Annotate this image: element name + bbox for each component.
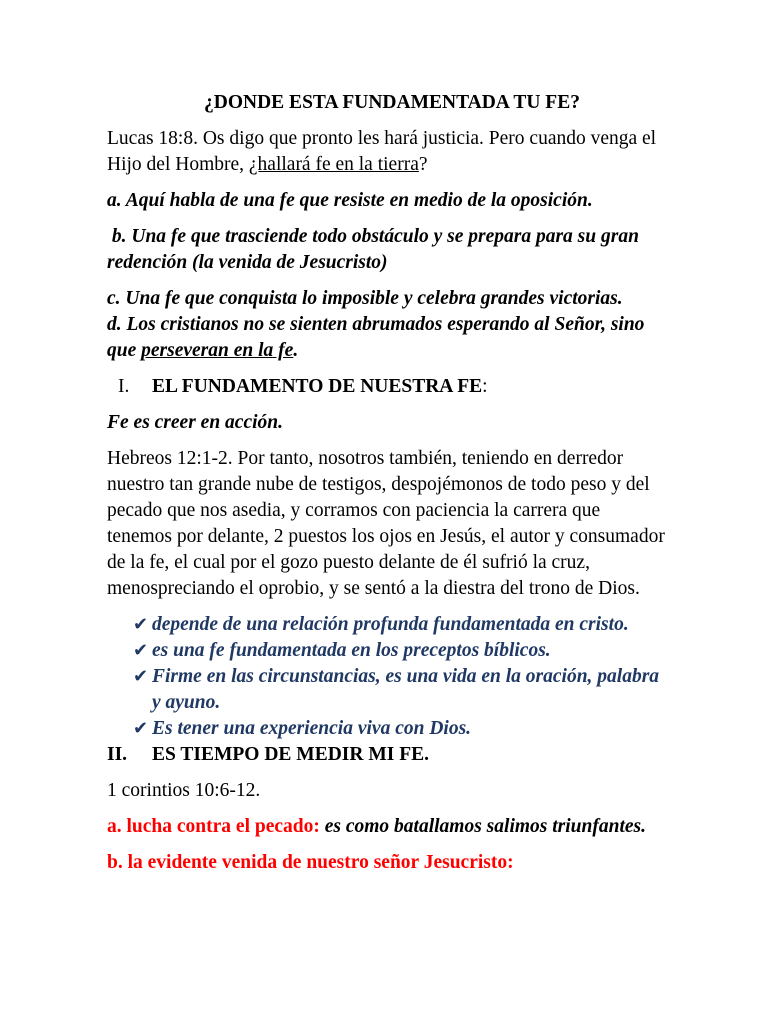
page-title: ¿DONDE ESTA FUNDAMENTADA TU FE? [204,92,580,113]
check-icon: ✔ [133,666,149,687]
section-1-colon: : [482,376,488,397]
intro-text: Lucas 18:8. Os digo que pronto les hará justicia. Pero cuando venga el Hijo del Hombre, [107,128,657,175]
point-d-end: . [293,340,299,361]
checklist-item-text: depende de una relación profunda fundamentada en cristo. [152,614,629,635]
checklist-item-text: Firme en las circunstancias, es una vida en la oración, palabra y ayuno. [152,666,660,713]
item-a-label: a. lucha contra el pecado: [107,816,320,837]
checklist-item [133,638,667,664]
intro-underlined-text: ¿hallará fe en la tierra [248,154,419,175]
section-1-subtitle: Fe es creer en acción. [107,412,283,433]
section-1-title [152,374,488,400]
document-page [107,90,667,876]
point-d [107,312,667,364]
section-1-verse: Hebreos 12:1-2. Por tanto, nosotros también, teniendo en derredor nuestro tan grande nube de testigos, despojémonos de todo peso y del pecado que nos asedia, y corramos con paciencia la carrera que tenemos por delante, 2 puestos los ojos en Jesús, el autor y consumador de la fe, el cual por el gozo puesto delante de él sufrió la cruz, menospreciando el oprobio, y se sentó a la diestra del trono de Dios. [107,448,665,599]
section-2-item-b [107,850,667,876]
section-2-item-a [107,814,667,840]
checklist-item-text: Es tener una experiencia viva con Dios. [152,718,472,739]
item-b-label: b. la evidente venida de nuestro señor Jesucristo: [107,852,514,873]
section-1-checklist [133,612,667,742]
checklist-item [133,612,667,638]
check-icon: ✔ [133,718,149,739]
check-icon: ✔ [133,640,149,661]
section-1-heading [107,374,667,400]
point-b: b. Una fe que trasciende todo obstáculo y se prepara para su gran redención (la venida de Jesucristo) [107,226,644,273]
checklist-item [133,716,667,742]
section-2-title: ES TIEMPO DE MEDIR MI FE. [152,744,429,765]
point-d-underlined: perseveran en la fe [141,340,294,361]
section-1-title-text: EL FUNDAMENTO DE NUESTRA FE [152,376,483,397]
section-2-number: II. [107,744,128,765]
check-icon: ✔ [133,614,149,635]
point-c: c. Una fe que conquista lo imposible y celebra grandes victorias. [107,288,623,309]
section-2-heading [107,742,667,768]
intro-text-end: ? [418,154,428,175]
section-1-number: I. [118,376,130,397]
intro-verse [107,126,667,178]
checklist-item [133,664,667,716]
point-d-text: d. Los cristianos no se sienten abrumados esperando al Señor, sino que [107,314,645,361]
checklist-item-text: es una fe fundamentada en los preceptos bíblicos. [152,640,551,661]
item-a-text: es como batallamos salimos triunfantes. [319,816,646,837]
point-a: a. Aquí habla de una fe que resiste en medio de la oposición. [107,190,593,211]
section-2-reference: 1 corintios 10:6-12. [107,780,261,801]
